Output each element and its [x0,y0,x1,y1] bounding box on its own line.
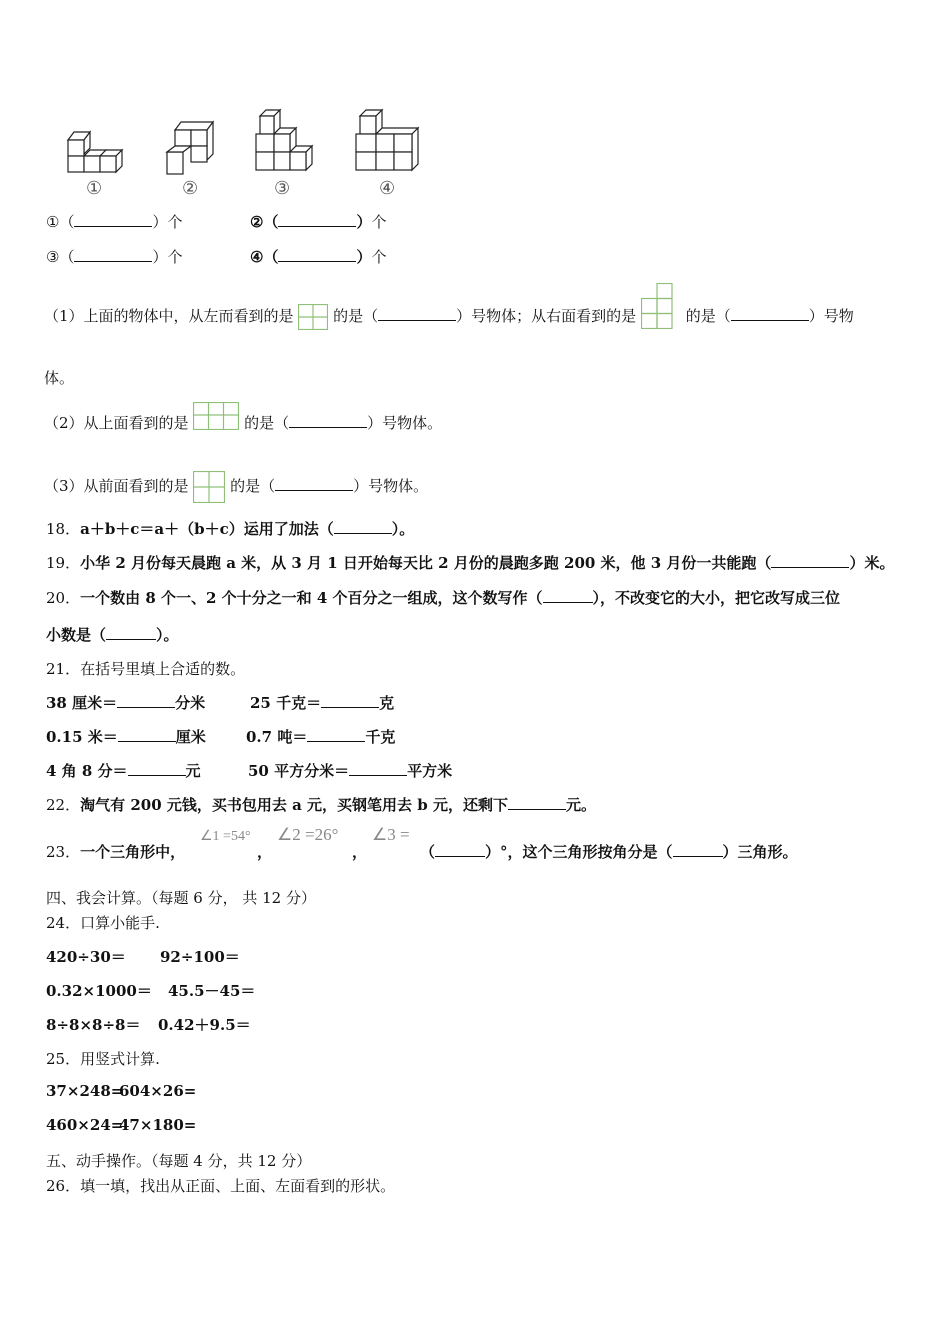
question-22: 22．淘气有 200 元钱，买书包用去 a 元，买钢笔用去 b 元，还剩下 元。 [46,796,596,814]
figure-label-1: ① [86,178,103,199]
question-21-title: 21．在括号里填上合适的数。 [46,660,246,678]
question-25-title: 25．用竖式计算. [46,1050,160,1068]
mental-math-6: 0.42＋9.5＝ [158,1016,251,1034]
answer-blank[interactable] [74,247,152,262]
view-question-1-wrap: 体。 [44,369,75,387]
vertical-calc-1: 37×248= [46,1082,124,1100]
answer-blank[interactable] [378,306,456,321]
conversion-item-4: 0.7 吨＝ 千克 [246,728,396,746]
section-5-title: 五、动手操作。（每题 4 分，共 12 分） [46,1152,312,1170]
view-question-2: （2）从上面看到的是 的是（ ）号物体。 [44,412,442,433]
vertical-calc-4: 47×180= [119,1116,197,1134]
right-view-grid-icon [641,283,673,329]
answer-blank[interactable] [673,842,723,857]
answer-blank[interactable] [334,519,392,534]
question-24-title: 24．口算小能手. [46,914,160,932]
answer-blank[interactable] [508,795,566,810]
top-view-3x2-grid-icon [193,402,239,430]
answer-blank[interactable] [731,306,809,321]
answer-blank[interactable] [771,553,849,568]
count-line-4: ④（ ）个 [250,248,387,266]
left-view-2x2-grid-icon [298,304,328,330]
answer-blank[interactable] [74,212,152,227]
view-question-3: （3）从前面看到的是 的是（ ）号物体。 [44,471,428,503]
cube-figure-1 [64,124,128,176]
question-20-wrap: 小数是（ ）。 [46,626,179,644]
answer-blank[interactable] [106,625,156,640]
conversion-item-6: 50 平方分米＝ 平方米 [248,762,453,780]
cube-figure-3 [254,108,318,178]
conversion-item-1: 38 厘米＝ 分米 [46,694,206,712]
figure-label-2: ② [182,178,199,199]
angle-3-label: ∠3 = [372,825,410,844]
mental-math-5: 8÷8×8÷8＝ [46,1016,141,1034]
mental-math-3: 0.32×1000＝ [46,982,152,1000]
figure-label-4: ④ [379,178,396,199]
cube-figure-2 [165,118,221,178]
answer-blank[interactable] [275,476,353,491]
count-line-2: ②（ ）个 [250,213,387,231]
figure-label-3: ③ [274,178,291,199]
answer-blank[interactable] [349,761,407,776]
comma-1: ， [257,843,273,861]
front-view-2x2-grid-icon [193,471,225,503]
question-23-rest: （ ）°，这个三角形按角分是（ ）三角形。 [420,843,798,861]
count-line-3: ③（ ）个 [46,248,183,266]
question-18: 18．a＋b＋c＝a＋（b＋c）运用了加法（ ）。 [46,520,415,538]
answer-blank[interactable] [128,761,186,776]
answer-blank[interactable] [543,588,593,603]
answer-blank[interactable] [118,727,176,742]
answer-blank[interactable] [117,693,175,708]
vertical-calc-2: 604×26= [119,1082,197,1100]
conversion-item-2: 25 千克＝ 克 [250,694,395,712]
answer-blank[interactable] [307,727,365,742]
count-line-1: ①（ ）个 [46,213,183,231]
conversion-item-3: 0.15 米＝ 厘米 [46,728,206,746]
vertical-calc-3: 460×24= [46,1116,124,1134]
answer-blank[interactable] [289,413,367,428]
question-26-title: 26．填一填，找出从正面、上面、左面看到的形状。 [46,1177,396,1195]
angle-2-label: ∠2 =26° [277,825,339,844]
mental-math-4: 45.5－45＝ [168,982,256,1000]
answer-blank[interactable] [278,212,356,227]
comma-2: ， [352,843,368,861]
section-4-title: 四、我会计算。（每题 6 分， 共 12 分） [46,889,316,907]
answer-blank[interactable] [435,842,485,857]
mental-math-2: 92÷100＝ [160,948,240,966]
question-19: 19．小华 2 月份每天晨跑 a 米，从 3 月 1 日开始每天比 2 月份的晨跑多跑 200 米，他 3 月份一共能跑（ ）米。 [46,554,895,572]
mental-math-1: 420÷30＝ [46,948,126,966]
question-23: 23．一个三角形中， [46,843,186,861]
question-20: 20．一个数由 8 个一、2 个十分之一和 4 个百分之一组成，这个数写作（ ），不改变它的大小，把它改写成三位 [46,589,841,607]
conversion-item-5: 4 角 8 分＝ 元 [46,762,201,780]
answer-blank[interactable] [278,247,356,262]
view-question-1: （1）上面的物体中，从左而看到的是 的是（ ）号物体；从右面看到的是 的是（ ）号物 [44,304,854,330]
cube-figure-4 [354,108,424,178]
angle-1-label: ∠1 =54° [200,829,251,844]
answer-blank[interactable] [321,693,379,708]
